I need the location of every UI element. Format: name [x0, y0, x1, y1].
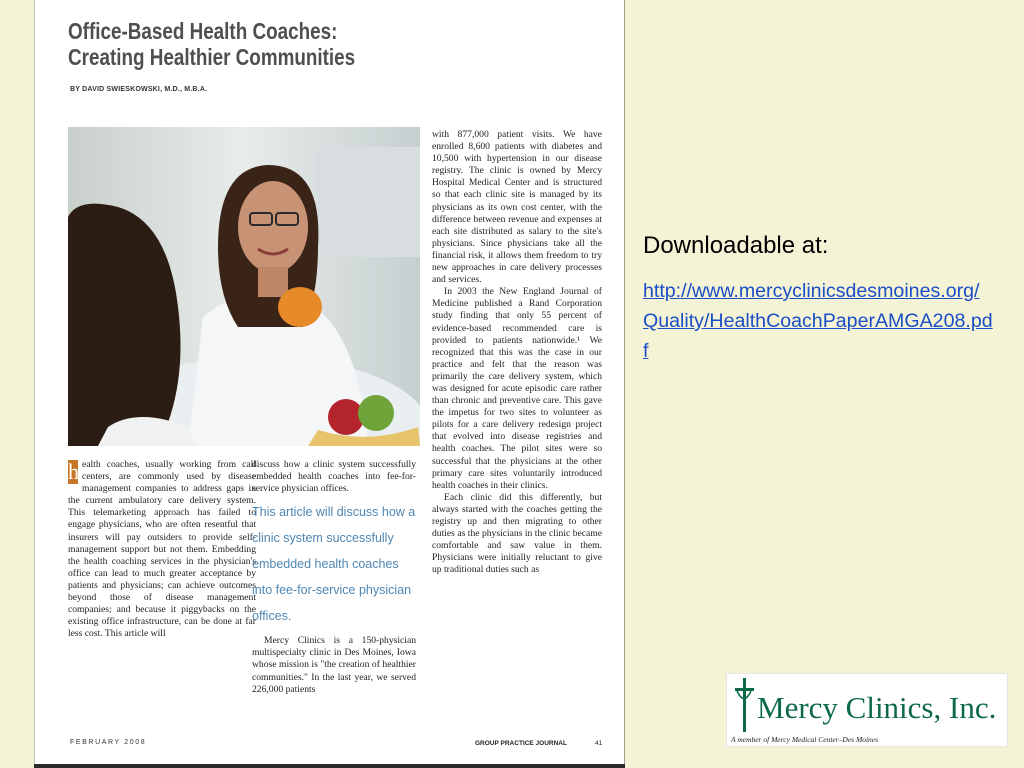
title-line-2: Creating Healthier Communities	[68, 44, 356, 70]
cross-icon	[733, 678, 757, 732]
footer-date: FEBRUARY 2008	[70, 739, 147, 746]
column-3-paragraph-1: with 877,000 patient visits. We have enrolled 8,600 patients with diabetes and 10,500 with hypertension in our disease registry. The clinic is owned by Mercy Hospital Medical Center and is structured so that each clinic site is managed by its physicians as its own cost center, with the difference between revenue and expenses at each site distributed as salary to the site's physicians. Since physicians take all the financial risk, it allows them freedom to try new approaches in care delivery processes and services.	[432, 129, 602, 286]
article-column-1	[68, 459, 256, 640]
logo-tagline: A member of Mercy Medical Center–Des Moines	[731, 735, 879, 744]
column-3-paragraph-3: Each clinic did this differently, but always started with the coaches getting the registry up and then migrating to other duties as the physicians in the clinic became comfortable and saw value in them. Physicians were initially reluctant to give up traditional duties such as	[432, 491, 602, 576]
page-bottom-edge	[34, 764, 625, 768]
logo-name: Mercy Clinics, Inc.	[757, 690, 997, 725]
column-3-paragraph-2: In 2003 the New England Journal of Medicine published a Rand Corporation study finding that only 55 percent of evidence-based recommended care is provided to patients nationwide.¹ We recognized that this was the case in our practice and felt that the reason was primarily the care delivery system, which was designed for acute episodic care rather than chronic and preventive care. This gave the impetus for two sites to volunteer as pilots for a care delivery redesign project that evolved into disease registries and health coaches. The pilot sites were so successful that the physicians at the other primary care sites voluntarily introduced health coaches in their clinics.	[432, 286, 602, 491]
title-line-1: Office-Based Health Coaches:	[68, 18, 338, 44]
download-link[interactable]: http://www.mercyclinicsdesmoines.org/Quality/HealthCoachPaperAMGA208.pdf	[643, 280, 993, 362]
article-column-2	[252, 459, 416, 696]
download-label: Downloadable at:	[643, 232, 829, 259]
article-page	[34, 0, 625, 768]
dropcap: h	[68, 459, 79, 484]
footer-journal: GROUP PRACTICE JOURNAL	[475, 740, 567, 747]
article-column-3	[432, 129, 602, 576]
pull-quote: This article will discuss how a clinic system successfully embedded health coaches into fee-for-service physician offices.	[252, 505, 416, 624]
footer-page-number: 41	[595, 740, 603, 747]
column-2-text: discuss how a clinic system successfully embedded health coaches into fee-for-service physician offices.	[252, 459, 416, 495]
mercy-clinics-logo	[726, 673, 1008, 747]
article-title	[68, 18, 355, 70]
article-photo	[68, 127, 420, 446]
column-2-text-continued: Mercy Clinics is a 150-physician multispecialty clinic in Des Moines, Iowa whose mission is "the creation of healthier communities." In the last year, we served 226,000 patients	[252, 635, 416, 695]
byline: BY DAVID SWIESKOWSKI, M.D., M.B.A.	[70, 86, 208, 93]
column-1-text: ealth coaches, usually working from call centers, are commonly used by disease management companies to address gaps in the current ambulatory care delivery system. This telemarketing approach has failed to engage physicians, who are often resentful that insurers will pay outsiders to provide self-management support but not them. Embedding the health coaching services in the physician's office can lead to much greater acceptance by patients and physicians; can achieve outcomes beyond those of disease management companies; and because it piggybacks on the existing office infrastructure, can be done at far less cost. This article will	[68, 459, 256, 640]
